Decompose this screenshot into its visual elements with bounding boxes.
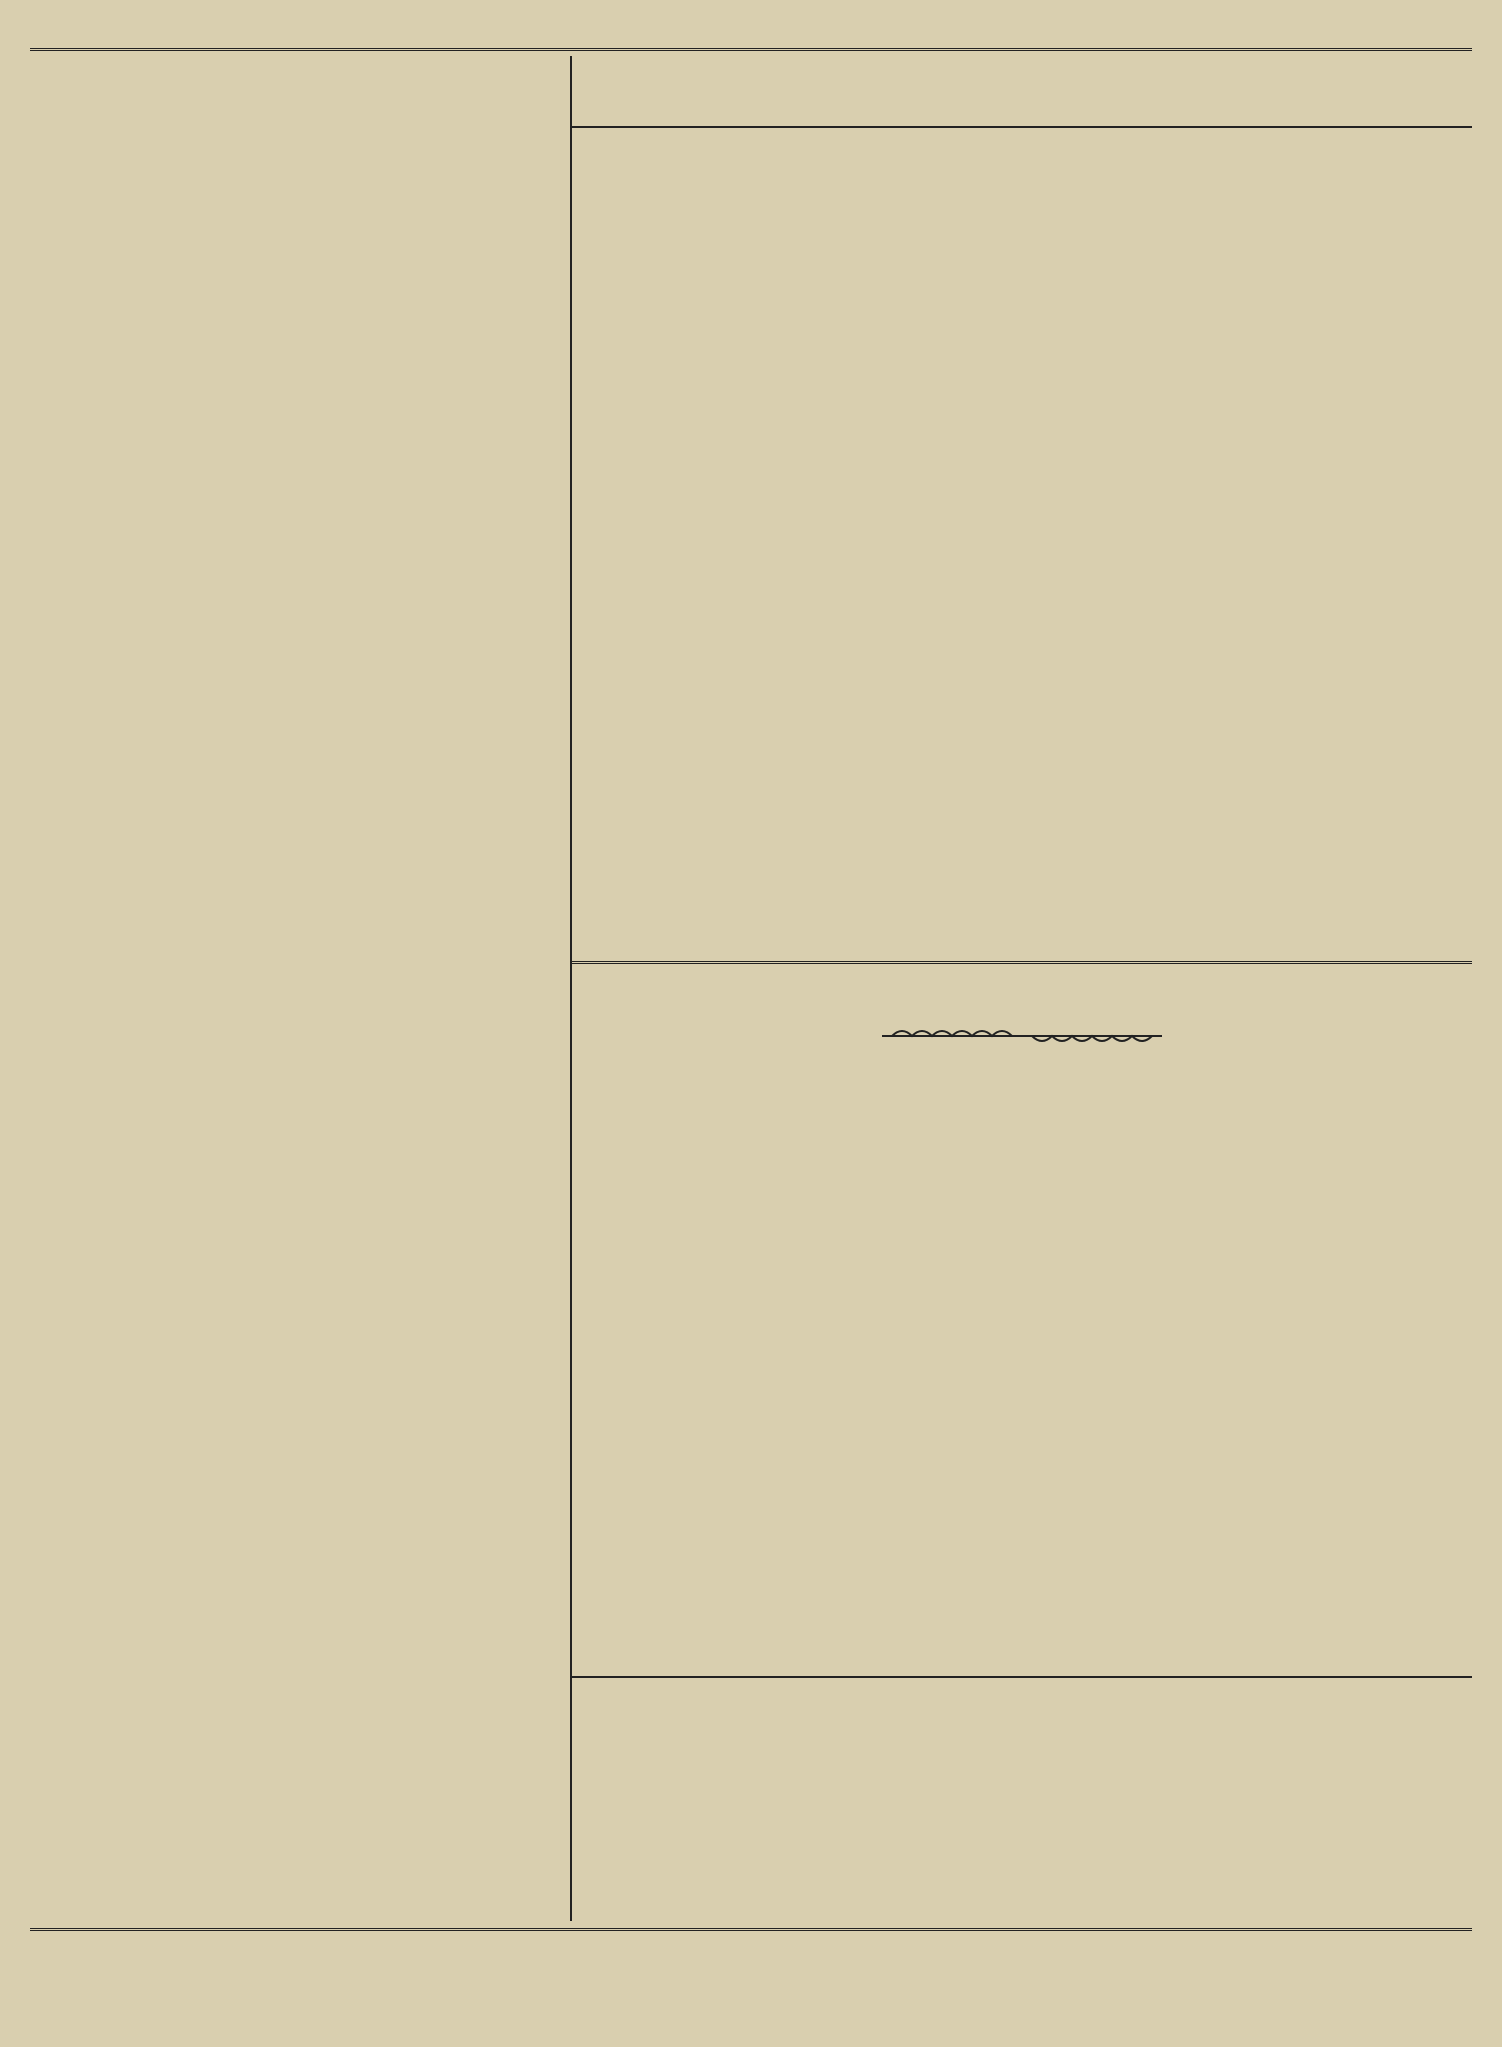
footer-banner	[30, 1928, 1472, 2011]
column-divider	[570, 56, 572, 1921]
auction-subtitle	[572, 134, 1472, 194]
bottom-ads	[572, 1686, 1472, 1956]
page-header	[30, 18, 1472, 51]
notice-footer	[572, 1636, 1472, 1678]
ornament-icon	[872, 1021, 1172, 1051]
right-column	[572, 56, 1472, 1921]
section-divider	[572, 961, 1472, 968]
newspaper-page	[30, 18, 1472, 2030]
left-column	[30, 56, 562, 1921]
auction-title	[572, 56, 1472, 128]
